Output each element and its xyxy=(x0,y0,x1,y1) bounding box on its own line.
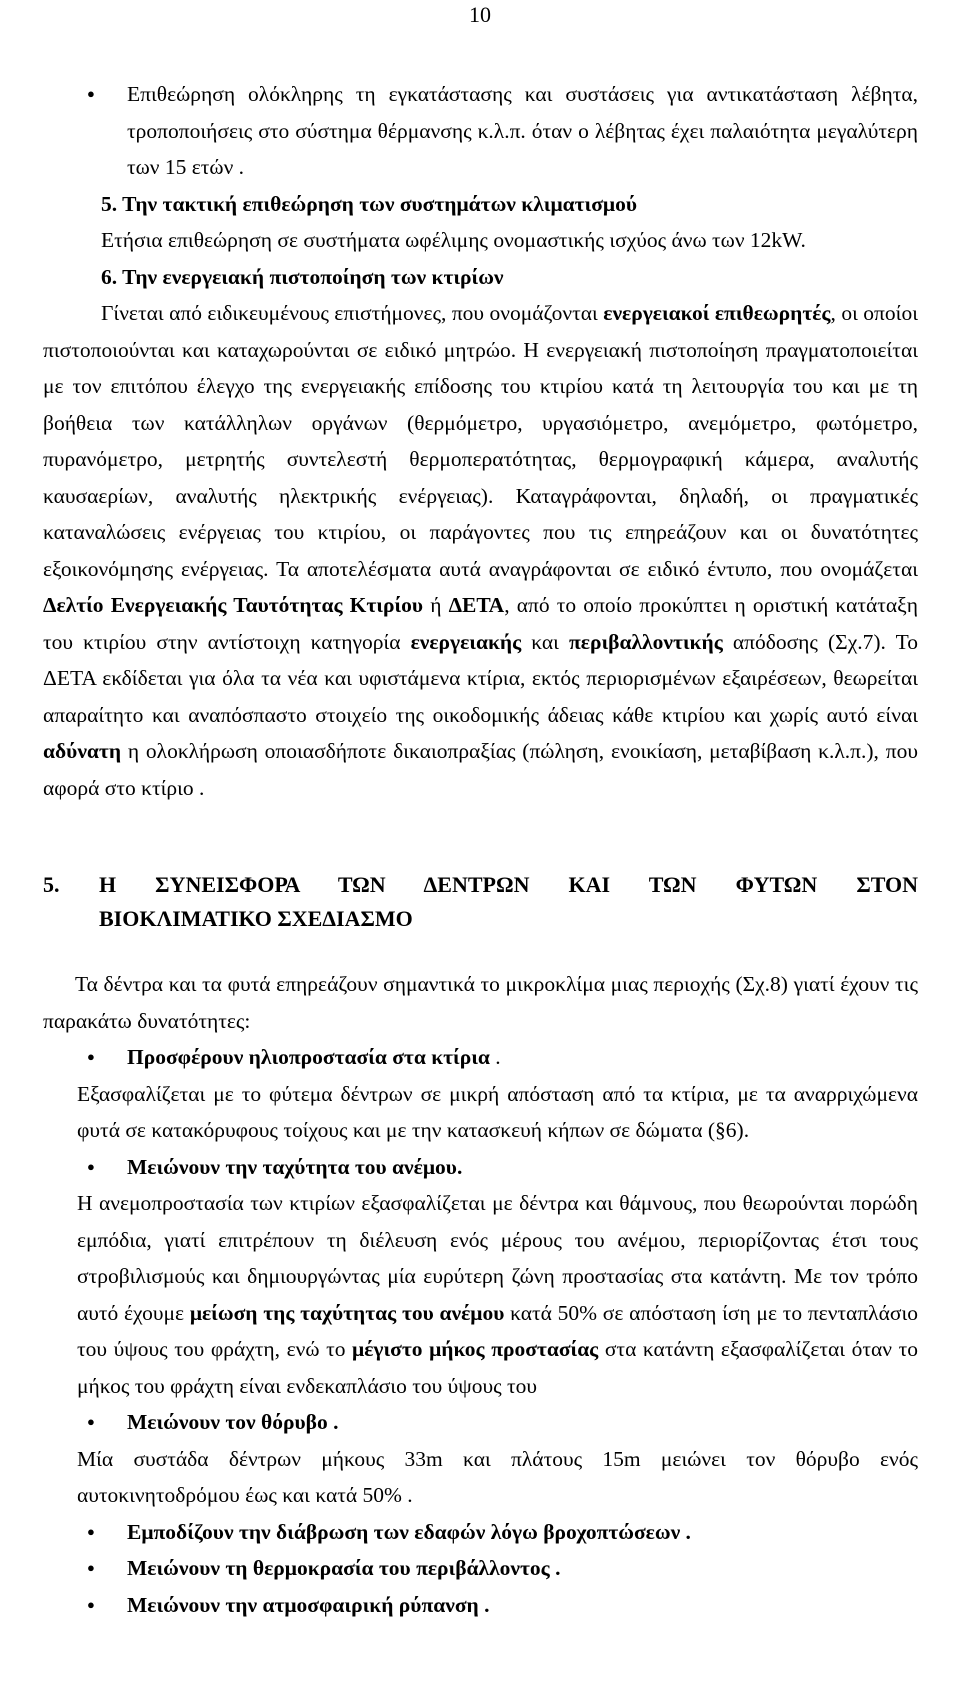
item-6-title: 6. Την ενεργειακή πιστοποίηση των κτιρίων xyxy=(101,264,504,289)
text-run: Η ανεμοπροστασία των κτιρίων εξασφαλίζεται με δέντρα και θάμνους, που θεωρούνται πορώδη εμπόδια, γιατί επιτρέπουν τη διέλευση ενός μέρους του ανέμου, περιορίζοντας έτσι τους στροβιλισμούς και δημιουργώντας μία ευρύτερη ζώνη προστασίας στα κατάντη. Με τον τρόπο αυτό έχουμε xyxy=(77,1191,918,1325)
chapter-title xyxy=(99,868,918,936)
list-item-boiler-inspection: ● Επιθεώρηση ολόκληρης τη εγκατάστασης και συστάσεις για αντικατάσταση λέβητα, τροποποιήσεις στο σύστημα θέρμανσης κ.λ.π. όταν ο λέβητας έχει παλαιότητα μεγαλύτερη των 15 ετών . xyxy=(43,76,918,186)
chapter-number: 5. xyxy=(43,872,60,897)
list-item-erosion: ● Εμποδίζουν την διάβρωση των εδαφών λόγω βροχοπτώσεων . xyxy=(43,1514,918,1551)
chapter-title-line-2: ΒΙΟΚΛΙΜΑΤΙΚΟ ΣΧΕΔΙΑΣΜΟ xyxy=(99,906,413,931)
text-run: ή xyxy=(423,593,449,617)
text-run: και xyxy=(521,629,570,654)
text-run: , από το οποίο προκύπτει η οριστική κατάταξη του κτιρίου στην αντίστοιχη κατηγορία xyxy=(43,593,918,654)
list-item-shade xyxy=(43,1039,918,1076)
bullet-title: Προσφέρουν ηλιοπροστασία στα κτίρια xyxy=(127,1045,490,1069)
chapter-title-line-1: Η ΣΥΝΕΙΣΦΟΡΑ ΤΩΝ ΔΕΝΤΡΩΝ ΚΑΙ ΤΩΝ ΦΥΤΩΝ ΣΤΟΝ xyxy=(99,872,918,897)
bold-run: Δελτίο Ενεργειακής Ταυτότητας Κτιρίου xyxy=(43,593,424,617)
shade-text: Εξασφαλίζεται με το φύτεμα δέντρων σε μικρή απόσταση από τα κτίρια, με τα αναρριχώμενα φυτά σε κατακόρυφους τοίχους και με την κατασκευή κήπων σε δώματα (§6). xyxy=(77,1081,918,1142)
bold-run: μείωση της ταχύτητας του ανέμου xyxy=(189,1300,505,1325)
bold-run: αδύνατη xyxy=(43,739,122,763)
item-5-text: Ετήσια επιθεώρηση σε συστήματα ωφέλιμης ονομαστικής ισχύος άνω των 12kW. xyxy=(101,228,806,252)
bullet-tail: . xyxy=(489,1045,501,1069)
intro-paragraph: Τα δέντρα και τα φυτά επηρεάζουν σημαντικά το μικροκλίμα μιας περιοχής (Σχ.8) γιατί έχουν τις παρακάτω δυνατότητες: xyxy=(43,972,918,1033)
list-item-temperature: ● Μειώνουν τη θερμοκρασία του περιβάλλοντος . xyxy=(43,1550,918,1587)
text-run: η ολοκλήρωση οποιασδήποτε δικαιοπραξίας (πώληση, ενοικίαση, μεταβίβαση κ.λ.π.), που αφορά στο κτίριο . xyxy=(43,739,918,800)
chapter-heading xyxy=(43,868,918,936)
bold-run: ΔΕΤΑ xyxy=(448,593,505,617)
text-run: Γίνεται από ειδικευμένους επιστήμονες, που ονομάζονται xyxy=(101,301,604,325)
noise-text: Μία συστάδα δέντρων μήκους 33m και πλάτους 15m μειώνει τον θόρυβο ενός αυτοκινητοδρόμου έως και κατά 50% . xyxy=(77,1446,918,1507)
list-item-noise: ● Μειώνουν τον θόρυβο . xyxy=(43,1404,918,1441)
text-run: , οι οποίοι πιστοποιούνται και καταχωρούνται σε ειδικό μητρώο. Η ενεργειακή πιστοποίηση πραγματοποιείται με τον επιτόπου έλεγχο της ενεργειακής επίδοσης του κτιρίου κατά τη λειτουργία του και με τη βοήθεια των κατάλληλων οργάνων (θερμόμετρο, υργασιόμετρο, ανεμόμετρο, φωτόμετρο, πυρανόμετρο, μετρητής συντελεστή θερμοπερατότητας, θερμογραφική κάμερα, αναλυτής καυσαερίων, αναλυτής ηλεκτρικής ενέργειας). Καταγράφονται, δηλαδή, οι πραγματικές καταναλώσεις ενέργειας του κτιρίου, οι παράγοντες που τις επηρεάζουν και οι δυνατότητες εξοικονόμησης ενέργειας. Τα αποτελέσματα αυτά αναγράφονται σε ειδικό έντυπο, που ονομάζεται xyxy=(43,301,918,581)
bold-run: μέγιστο μήκος προστασίας xyxy=(352,1337,599,1361)
text-run: στα κατάντη εξασφαλίζεται όταν το μήκος του φράχτη είναι ενδεκαπλάσιο του ύψους του xyxy=(77,1337,918,1398)
item-6-paragraph xyxy=(43,295,918,806)
bold-run: ενεργειακοί επιθεωρητές xyxy=(603,301,831,325)
text-run: κατά 50% σε απόσταση ίση με το πενταπλάσιο του ύψους του φράχτη, ενώ το xyxy=(77,1300,918,1361)
wind-text xyxy=(43,1185,918,1404)
list-item-pollution: ● Μειώνουν την ατμοσφαιρική ρύπανση . xyxy=(43,1587,918,1624)
text-run: απόδοσης (Σχ.7). Το ΔΕΤΑ εκδίδεται για όλα τα νέα και υφιστάμενα κτίρια, εκτός περιορισμένων εξαιρέσεων, θεωρείται απαραίτητο και αναπόσπαστο στοιχείο της οικοδομικής άδειας κάθε κτιρίου και χωρίς αυτό είναι xyxy=(43,629,918,727)
page-body xyxy=(43,76,918,1623)
bold-run: ενεργειακής xyxy=(410,629,522,654)
bold-run: περιβαλλοντικής xyxy=(569,629,723,654)
list-item-wind: ● Μειώνουν την ταχύτητα του ανέμου. xyxy=(43,1149,918,1186)
item-5-title: 5. Την τακτική επιθεώρηση των συστημάτων κλιματισμού xyxy=(101,191,638,216)
page-number: 10 xyxy=(469,2,491,27)
